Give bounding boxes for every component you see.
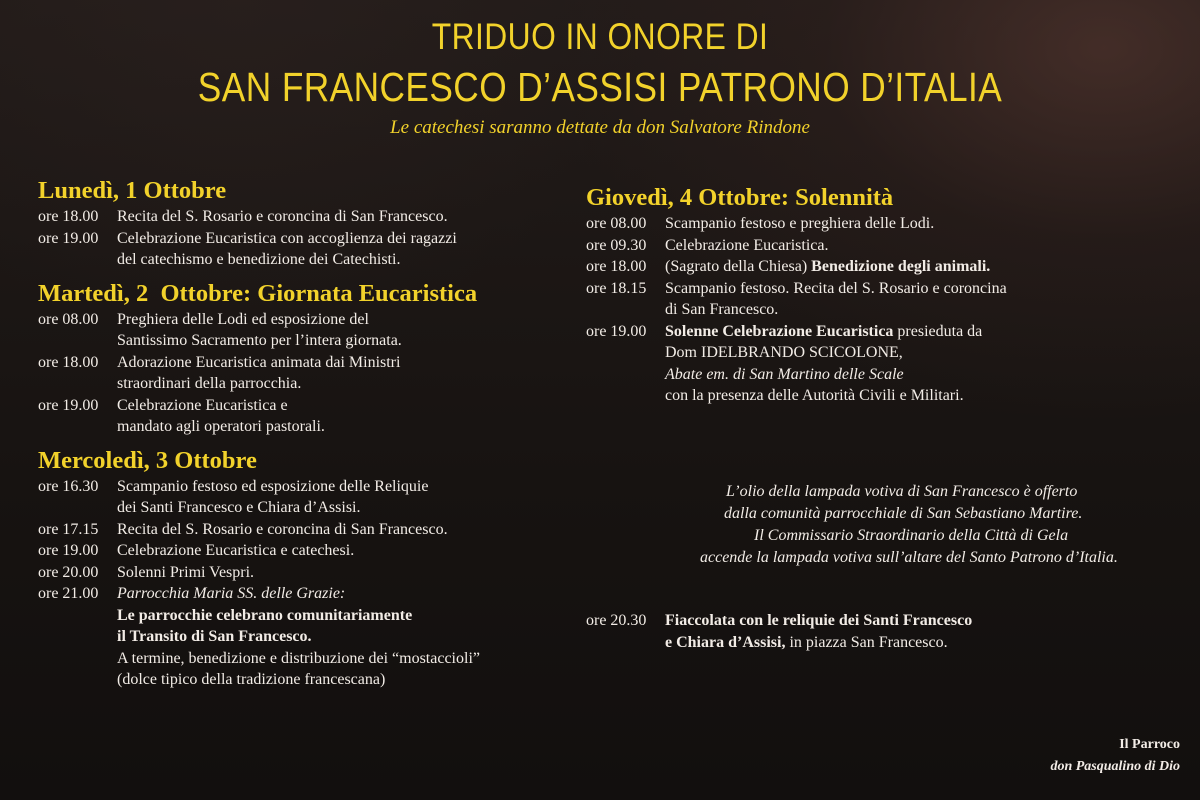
schedule-entry [586,235,1186,257]
entry-text: del catechismo e benedizione dei Catechisti. [117,251,401,268]
left-column [38,176,598,699]
schedule-entry [38,540,598,562]
entry-text-bold: Solenne Celebrazione Eucaristica [665,322,894,340]
title-line-2: SAN FRANCESCO D’ASSISI PATRONO D’ITALIA [197,64,1003,110]
entry-text: Dom IDELBRANDO SCICOLONE, [665,344,903,361]
schedule-entry [586,610,972,653]
signature [960,734,1180,778]
subtitle: Le catechesi saranno dettate da don Salvatore Rindone [390,117,810,138]
entry-text: in piazza San Francesco. [785,633,948,651]
day-heading-tuesday: Martedì, 2 Ottobre: Giornata Eucaristica [38,279,478,307]
entry-text: con la presenza delle Autorità Civili e Militari. [665,387,964,404]
tuesday-schedule [38,309,598,438]
signature-name: don Pasqualino di Dio [1050,759,1180,774]
schedule-entry [38,228,598,271]
thursday-schedule [586,213,1186,407]
day-heading-wednesday: Mercoledì, 3 Ottobre [38,446,257,474]
entry-text: di San Francesco. [665,301,779,318]
entry-time: ore 21.00 [38,585,99,602]
schedule-entry [38,476,598,519]
schedule-entry [38,395,598,438]
entry-text-bold: Fiaccolata con le reliquie dei Santi Francesco [665,612,973,629]
entry-text: Adorazione Eucaristica animata dai Ministri [117,353,401,371]
notice-line: Il Commissario Straordinario della Città di Gela [754,527,1069,544]
entry-text: Celebrazione Eucaristica e catechesi. [117,542,355,559]
entry-time: ore 19.00 [38,396,99,414]
entry-text: Recita del S. Rosario e coroncina di San Francesco. [117,208,448,225]
entry-text: Celebrazione Eucaristica e [117,396,288,414]
entry-location: Parrocchia Maria SS. delle Grazie: [117,585,346,602]
schedule-entry [586,278,1186,321]
schedule-entry [38,352,598,395]
entry-text: straordinari della parrocchia. [117,375,302,392]
entry-time: ore 09.30 [586,236,647,254]
entry-time: ore 19.00 [38,229,99,247]
schedule-entry [38,309,598,352]
day-heading-thursday: Giovedì, 4 Ottobre: Solennità [586,184,894,211]
entry-text: Celebrazione Eucaristica. [665,236,829,254]
signature-title: Il Parroco [1119,737,1180,752]
entry-text-italic: Abate em. di San Martino delle Scale [665,365,904,383]
entry-text: Santissimo Sacramento per l’intera giornata. [117,332,402,349]
schedule-entry [586,321,1186,407]
notice-line: dalla comunità parrocchiale di San Sebastiano Martire. [724,505,1083,522]
entry-text: Solenni Primi Vespri. [117,563,255,581]
entry-text-bold: Le parrocchie celebrano comunitariamente [117,606,413,624]
schedule-entry [38,583,598,691]
entry-text: (dolce tipico della tradizione francescana) [117,671,386,688]
entry-text: dei Santi Francesco e Chiara d’Assisi. [117,499,361,516]
entry-text: Scampanio festoso. Recita del S. Rosario e coroncina [665,279,1007,297]
entry-time: ore 16.30 [38,477,99,495]
entry-text: Scampanio festoso ed esposizione delle Reliquie [117,477,429,495]
entry-time: ore 08.00 [586,215,647,232]
entry-time: ore 19.00 [586,322,647,340]
schedule-entry [38,562,598,584]
schedule-entry [38,519,598,541]
entry-time: ore 20.00 [38,563,99,581]
entry-text-bold: il Transito di San Francesco. [117,628,312,645]
notice-line: L’olio della lampada votiva di San Francesco è offerto [726,483,1078,500]
entry-text: Preghiera delle Lodi ed esposizione del [117,310,369,328]
entry-time: ore 18.00 [586,258,647,275]
entry-text: Recita del S. Rosario e coroncina di San Francesco. [117,520,448,538]
schedule-entry [586,256,1186,278]
entry-text: (Sagrato della Chiesa) [665,258,812,275]
wednesday-schedule [38,476,598,691]
title-line-1: TRIDUO IN ONORE DI [431,16,769,57]
entry-time: ore 18.15 [586,279,647,297]
schedule-entry [586,213,1186,235]
entry-text: Celebrazione Eucaristica con accoglienza dei ragazzi [117,229,457,247]
monday-schedule [38,206,598,271]
right-column [586,183,1186,415]
entry-text: mandato agli operatori pastorali. [117,418,325,435]
notice-line: accende la lampada votiva sull’altare del Santo Patrono d’Italia. [700,549,1118,566]
entry-text: A termine, benedizione e distribuzione dei “mostaccioli” [117,649,480,667]
entry-time: ore 18.00 [38,353,99,371]
entry-time: ore 20.30 [586,612,647,629]
torchlight-procession [586,610,972,653]
entry-time: ore 19.00 [38,542,99,559]
lamp-notice [660,481,1180,569]
entry-text-bold: Benedizione degli animali. [811,258,991,275]
day-heading-monday: Lunedì, 1 Ottobre [38,177,227,204]
entry-text-bold: e Chiara d’Assisi, [665,633,786,651]
schedule-entry [38,206,598,228]
entry-text: Scampanio festoso e preghiera delle Lodi. [665,215,935,232]
entry-text: presieduta da [893,322,983,340]
entry-time: ore 08.00 [38,310,99,328]
entry-time: ore 18.00 [38,208,99,225]
entry-time: ore 17.15 [38,520,99,538]
